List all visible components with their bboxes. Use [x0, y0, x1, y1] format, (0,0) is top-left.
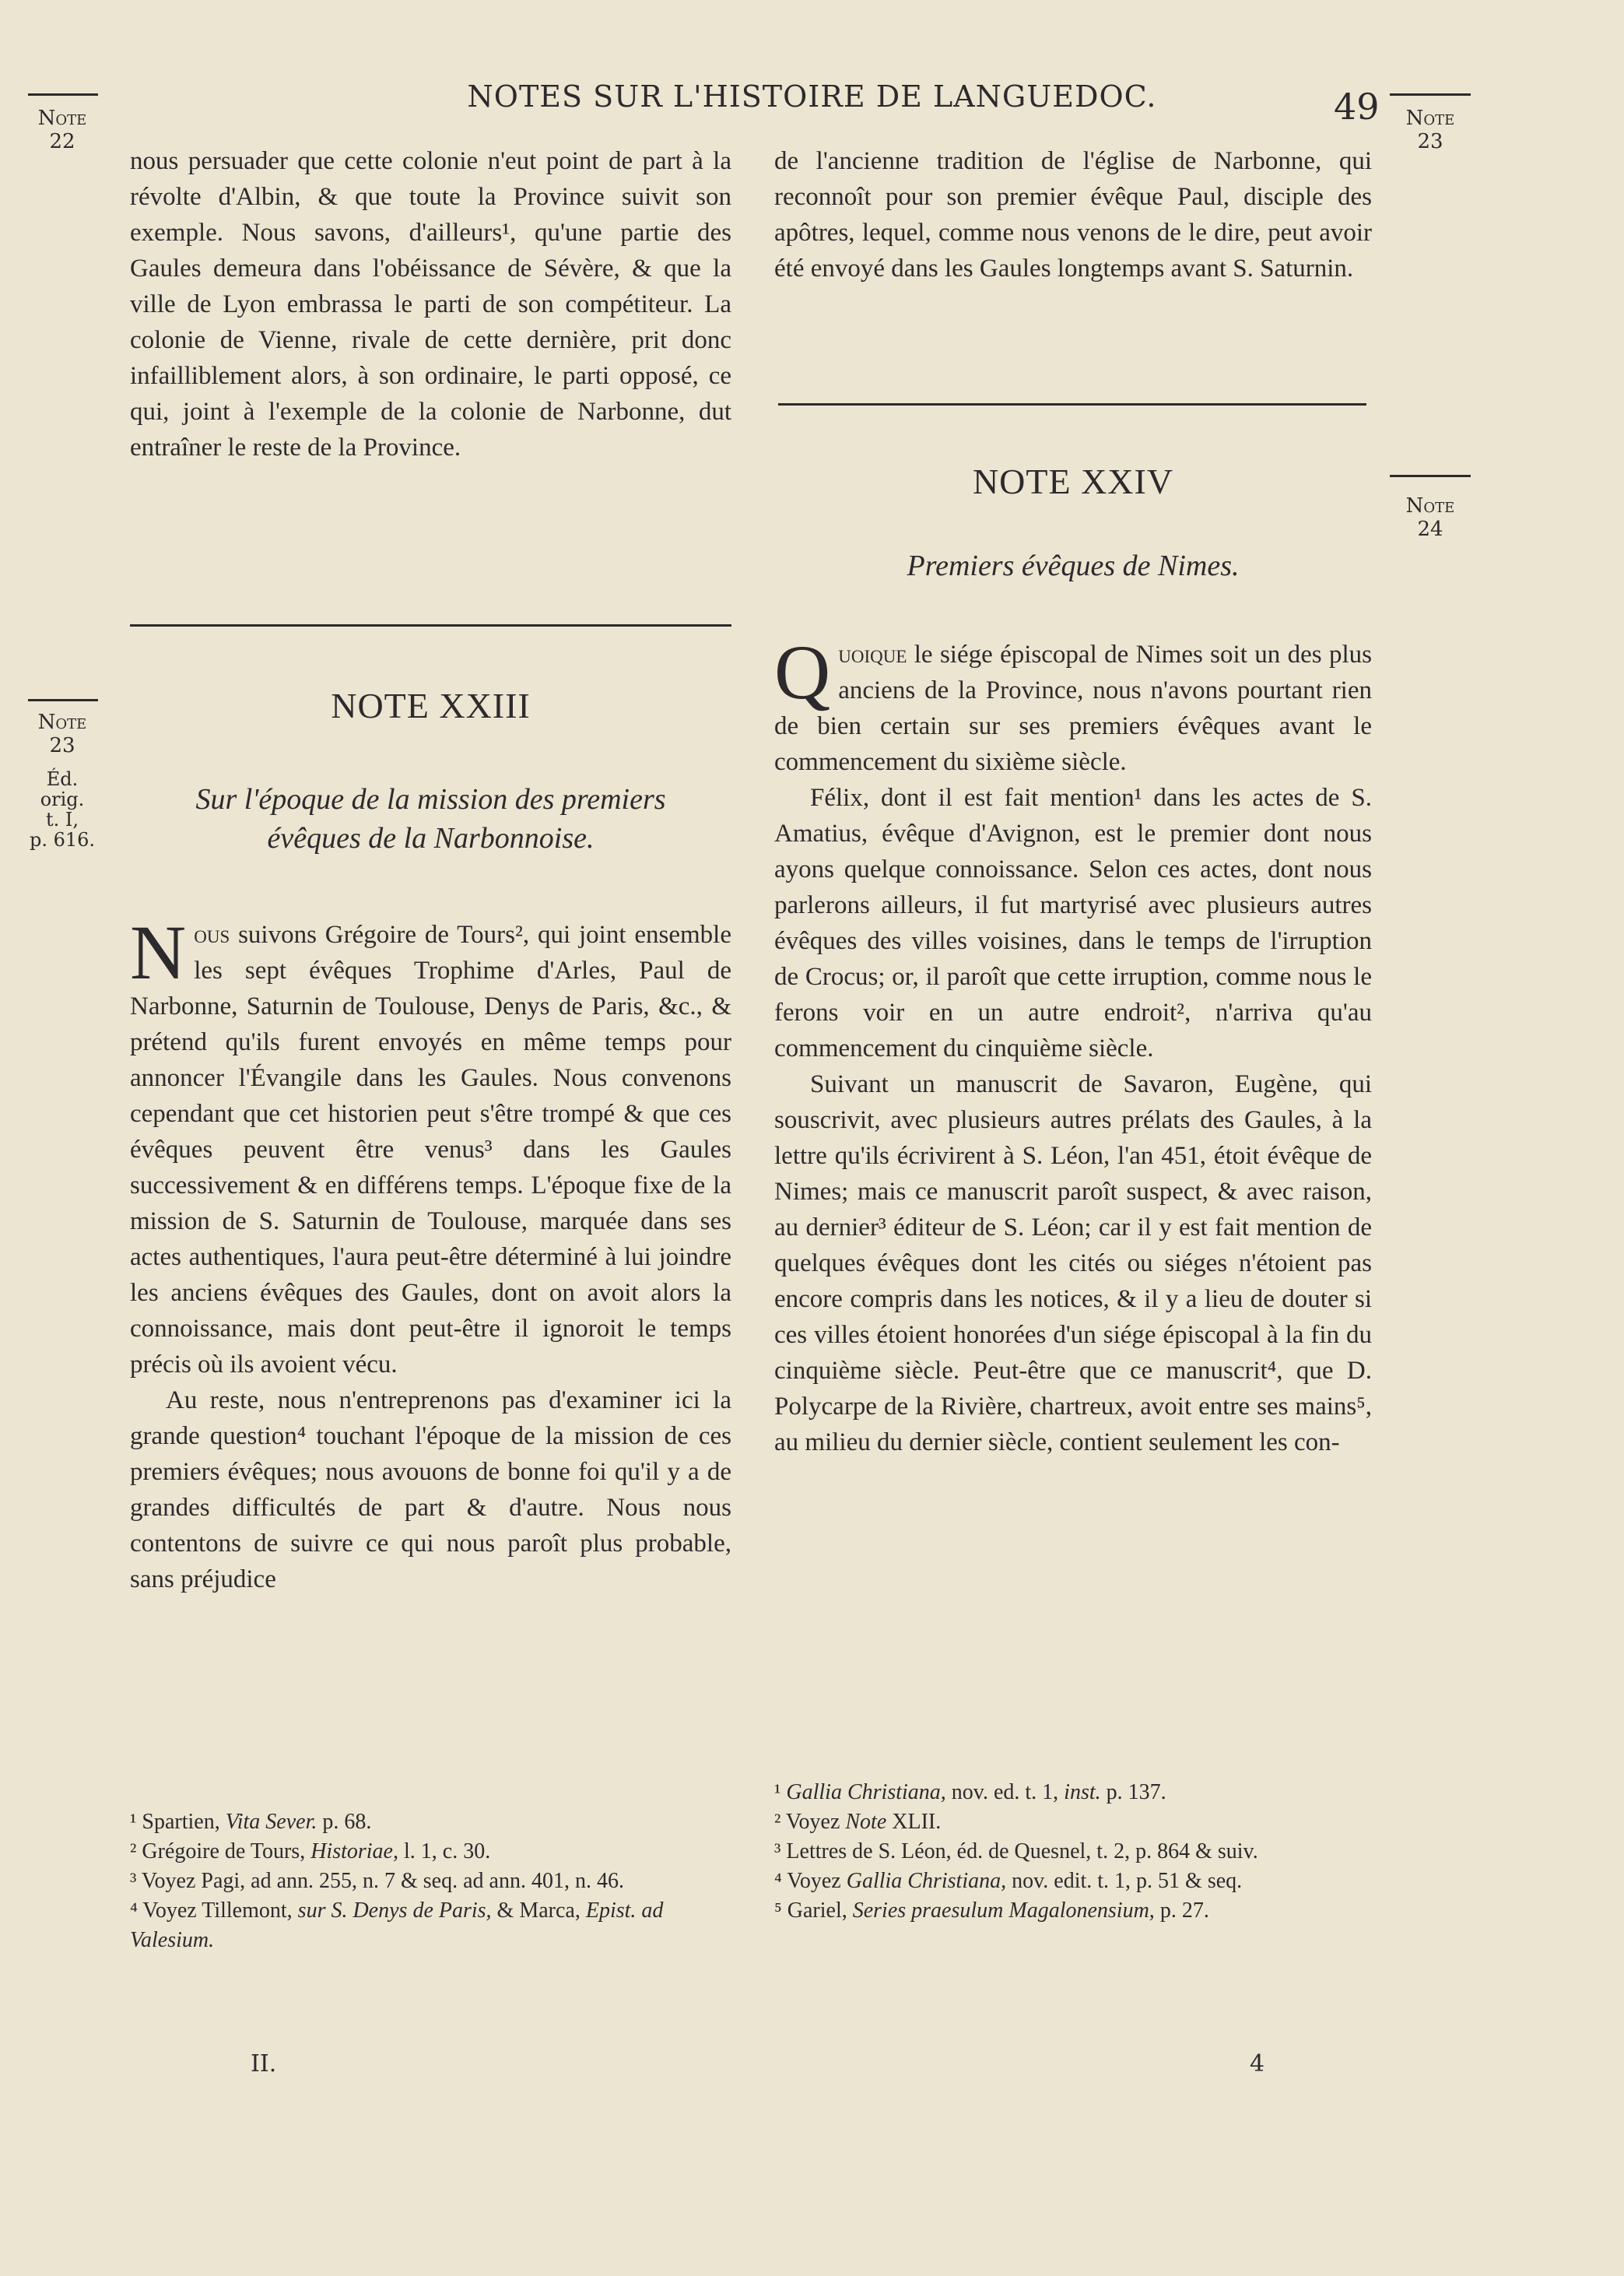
right-column-body	[774, 629, 1372, 1460]
margin-note-right-mid: Note 24	[1405, 494, 1455, 541]
signature-mark: II.	[251, 2050, 277, 2078]
footnote: ³ Lettres de S. Léon, éd. de Quesnel, t. 2, p. 864 & suiv.	[774, 1839, 1258, 1863]
paragraph: nous persuader que cette colonie n'eut point de part à la révolte d'Albin, & que toute la Province suivit son exemple. Nous savons, d'ailleurs¹, qu'une partie des Gaules demeura dans l'obéissance de Sévère, & que la ville de Lyon embrassa le parti de son compétiteur. La colonie de Vienne, rivale de cette dernière, prit donc infailliblement alors, à son ordinaire, le parti opposé, ce qui, joint à l'exemple de la colonie de Narbonne, dut entraîner le reste de la Province.	[130, 147, 731, 462]
paragraph: Quoique le siége épiscopal de Nimes soit un des plus anciens de la Province, nous n'avons pourtant rien de bien certain sur ses premiers évêques avant le commencement du sixième siècle.	[774, 629, 1372, 776]
footnote: ¹ Gallia Christiana, nov. ed. t. 1, inst. p. 137.	[774, 1780, 1166, 1804]
footnote: ⁴ Voyez Tillemont, sur S. Denys de Paris, & Marca, Epist. ad Valesium.	[130, 1898, 664, 1952]
note-title: Premiers évêques de Nimes.	[907, 550, 1240, 582]
margin-rule	[28, 93, 98, 96]
paragraph: Félix, dont il est fait mention¹ dans les actes de S. Amatius, évêque d'Avignon, est le premier dont nous ayons quelque connoissance. Selon ces actes, dont nous parlerons ailleurs, il fut martyrisé avec plusieurs autres évêques des villes voisines, dans le temps de l'irruption de Crocus; or, il paroît que cette irruption, comme nous le ferons voir en un autre endroit², n'arriva qu'au commencement du cinquième siècle.	[774, 784, 1372, 1062]
running-header: NOTES SUR L'HISTOIRE DE LANGUEDOC.	[467, 79, 1157, 114]
left-footnotes	[130, 1807, 731, 1955]
signature-mark: 4	[1250, 2050, 1265, 2078]
section-rule	[130, 624, 731, 627]
footnote: ² Voyez Note XLII.	[774, 1810, 942, 1834]
note-heading: NOTE XXIV	[972, 462, 1174, 501]
drop-cap: N	[130, 909, 187, 996]
paragraph: de l'ancienne tradition de l'église de Narbonne, qui reconnoît pour son premier évêque Paul, disciple des apôtres, lequel, comme nous venons de le dire, peut avoir été envoyé dans les Gaules longtemps avant S. Saturnin.	[774, 147, 1372, 283]
page-number: 49	[1334, 86, 1380, 128]
margin-rule	[1390, 93, 1471, 96]
footnote: ⁴ Voyez Gallia Christiana, nov. edit. t. 1, p. 51 & seq.	[774, 1869, 1243, 1893]
note-title: Sur l'époque de la mission des premiers évêques de la Narbonnoise.	[195, 783, 666, 855]
margin-rule	[1390, 475, 1471, 477]
margin-note-left-top: Note 22	[37, 107, 87, 153]
section-rule	[778, 403, 1366, 406]
paragraph: Suivant un manuscrit de Savaron, Eugène, qui souscrivit, avec plusieurs autres prélats des Gaules, à la lettre qu'ils écrivirent à S. Léon, l'an 451, étoit évêque de Nimes; mais ce manuscrit paroît suspect, & avec raison, au dernier³ éditeur de S. Léon; car il y est fait mention de quelques évêques dont les cités ou siéges n'étoient pas encore compris dans les notices, & il y a lieu de douter si ces villes étoient honorées d'un siége épiscopal à la fin du cinquième siècle. Peut-être que ce manuscrit⁴, que D. Polycarpe de la Rivière, chartreux, avoit entre ses mains⁵, au milieu du dernier siècle, contient seulement les con-	[774, 1070, 1372, 1456]
edition-reference: Éd. orig. t. I, p. 616.	[29, 767, 96, 851]
drop-cap: Q	[774, 629, 831, 715]
left-column-body	[130, 909, 731, 1597]
margin-rule	[28, 699, 98, 701]
left-column-top	[130, 143, 731, 465]
right-footnotes	[774, 1778, 1372, 1926]
footnote: ¹ Spartien, Vita Sever. p. 68.	[130, 1810, 372, 1834]
right-column-top	[774, 143, 1372, 286]
footnote: ² Grégoire de Tours, Historiae, l. 1, c. 30.	[130, 1839, 491, 1863]
footnote: ³ Voyez Pagi, ad ann. 255, n. 7 & seq. ad ann. 401, n. 46.	[130, 1869, 624, 1893]
margin-note-right-top: Note 23	[1405, 107, 1455, 153]
footnote: ⁵ Gariel, Series praesulum Magalonensium, p. 27.	[774, 1898, 1209, 1923]
paragraph: Au reste, nous n'entreprenons pas d'examiner ici la grande question⁴ touchant l'époque de la mission de ces premiers évêques; nous avouons de bonne foi qu'il y a de grandes difficultés de part & d'autre. Nous nous contentons de suivre ce qui nous paroît plus probable, sans préjudice	[130, 1386, 731, 1593]
margin-note-left-mid: Note 23 Éd. orig. t. I, p. 616.	[23, 711, 101, 850]
paragraph: Nous suivons Grégoire de Tours², qui joint ensemble les sept évêques Trophime d'Arles, Paul de Narbonne, Saturnin de Toulouse, Denys de Paris, &c., & prétend qu'ils furent envoyés en même temps pour annoncer l'Évangile dans les Gaules. Nous convenons cependant que cet historien peut s'être trompé & que ces évêques peuvent être venus³ dans les Gaules successivement & en différens temps. L'époque fixe de la mission de S. Saturnin de Toulouse, marquée dans ses actes authentiques, l'aura peut-être déterminé à lui joindre les anciens évêques des Gaules, dont on avoit alors la connoissance, mais dont peut-être il ignoroit le temps précis où ils avoient vécu.	[130, 909, 731, 1379]
note-heading: NOTE XXIII	[331, 686, 531, 725]
